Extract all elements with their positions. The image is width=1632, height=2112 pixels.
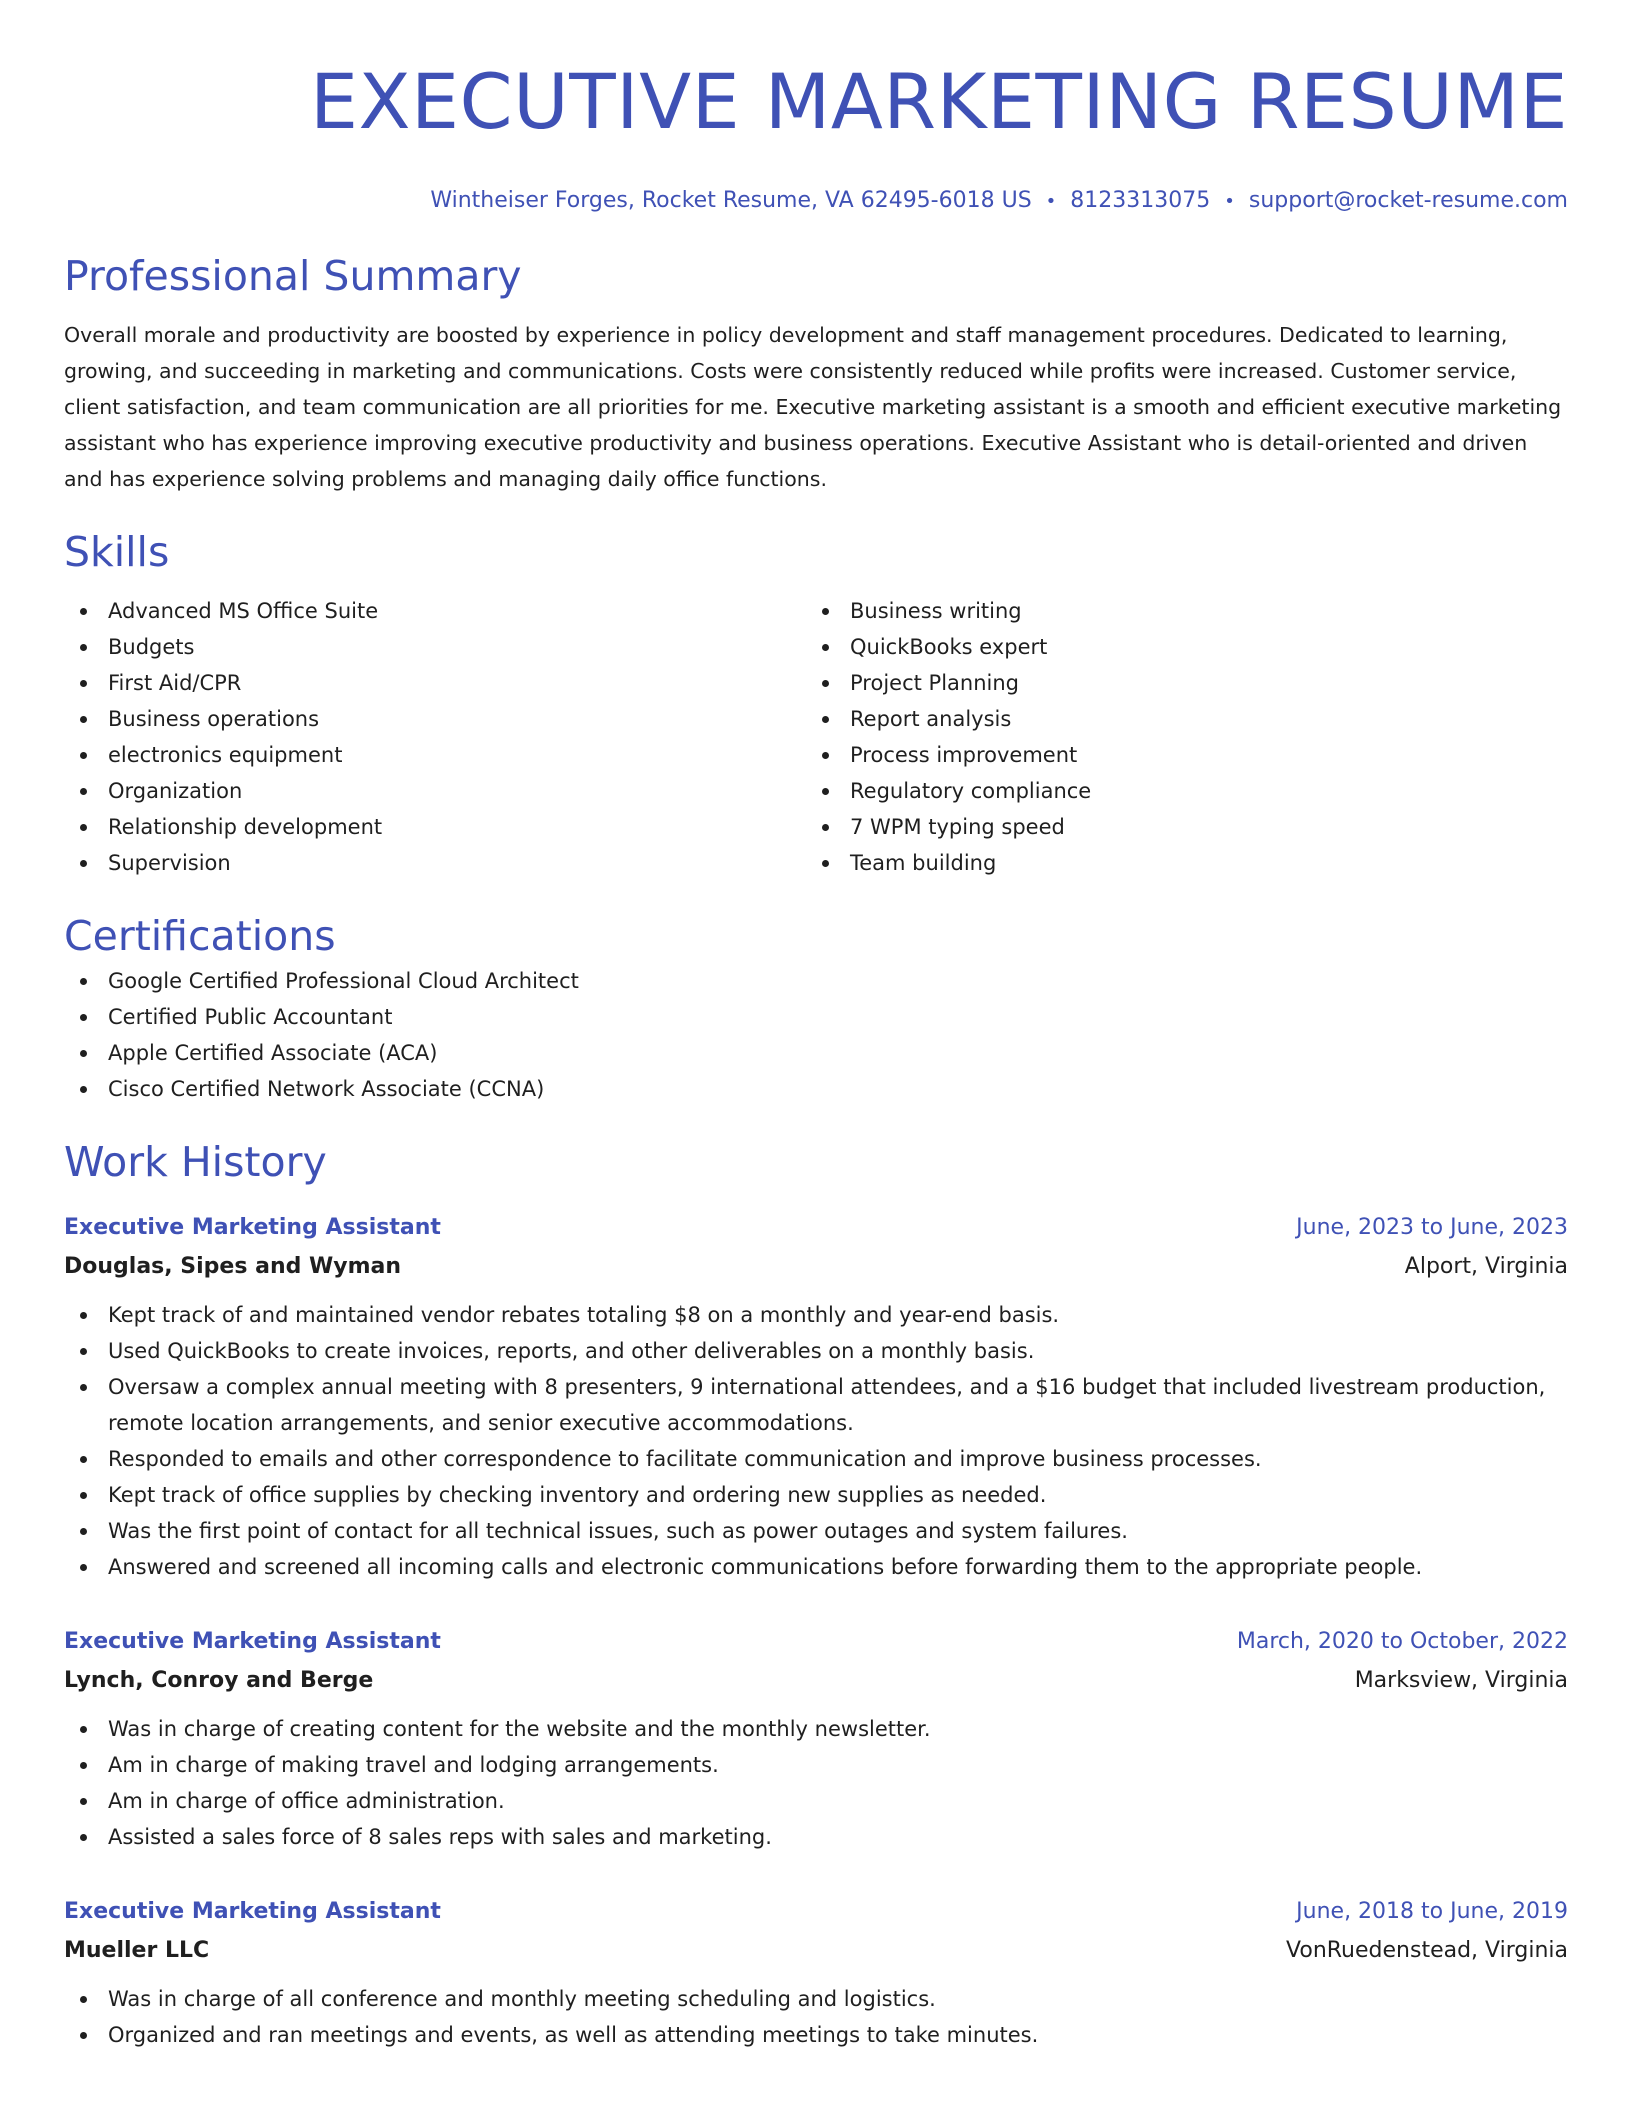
job-dates: June, 2018 to June, 2019 bbox=[1296, 1899, 1568, 1924]
summary-heading: Professional Summary bbox=[64, 252, 522, 300]
summary-text: Overall morale and productivity are boosted by experience in policy development and staff management procedures. Dedicated to learning, growing, and succeeding in marketing and communications. Costs were consistently reduced while profits were increased. Customer service, client satisfaction, and team communication are all priorities for me. Executive marketing assistant is a smooth and efficient executive marketing assistant who has experience improving executive productivity and business operations. Executive Assistant who is detail-oriented and driven and has experience solving problems and managing daily office functions. bbox=[64, 323, 1562, 491]
job-company-row bbox=[64, 1931, 1568, 1971]
job-duty: Am in charge of office administration. bbox=[64, 1783, 1568, 1819]
job-duty: Was in charge of all conference and monthly meeting scheduling and logistics. bbox=[64, 1981, 1568, 2017]
job-duty: Kept track of and maintained vendor rebates totaling $8 on a monthly and year-end basis. bbox=[64, 1297, 1568, 1333]
work-history-section bbox=[64, 1135, 1568, 2053]
job-duty: Responded to emails and other correspondence to facilitate communication and improve business processes. bbox=[64, 1441, 1568, 1477]
job-duties-list bbox=[64, 1981, 1568, 2053]
contact-email[interactable]: support@rocket-resume.com bbox=[1248, 188, 1568, 213]
job-location: Marksview, Virginia bbox=[1354, 1668, 1568, 1693]
certification-item: Apple Certified Associate (ACA) bbox=[64, 1035, 1568, 1071]
skill-item: Process improvement bbox=[806, 737, 1568, 773]
work-history-heading: Work History bbox=[64, 1138, 327, 1186]
job-title: Executive Marketing Assistant bbox=[64, 1629, 441, 1654]
skill-item: Team building bbox=[806, 845, 1568, 881]
skills-section bbox=[64, 525, 1568, 881]
summary-section bbox=[64, 249, 1568, 497]
job-company-row bbox=[64, 1247, 1568, 1287]
contact-line bbox=[64, 184, 1568, 219]
job-dates: June, 2023 to June, 2023 bbox=[1296, 1215, 1568, 1240]
job-duty: Was the first point of contact for all technical issues, such as power outages and system failures. bbox=[64, 1513, 1568, 1549]
skill-item: Project Planning bbox=[806, 665, 1568, 701]
skill-item: Business writing bbox=[806, 593, 1568, 629]
job-company: Douglas, Sipes and Wyman bbox=[64, 1254, 402, 1279]
skill-item: Advanced MS Office Suite bbox=[64, 593, 806, 629]
resume-title: EXECUTIVE MARKETING RESUME bbox=[309, 57, 1568, 146]
job-company: Lynch, Conroy and Berge bbox=[64, 1668, 374, 1693]
job-entry bbox=[64, 1623, 1568, 1855]
resume-header bbox=[64, 0, 1568, 219]
job-header-row bbox=[64, 1209, 1568, 1247]
skills-grid bbox=[64, 593, 1568, 881]
skill-item: Regulatory compliance bbox=[806, 773, 1568, 809]
certification-item: Cisco Certified Network Associate (CCNA) bbox=[64, 1071, 1568, 1107]
job-location: VonRuedenstead, Virginia bbox=[1286, 1938, 1568, 1963]
certifications-list bbox=[64, 963, 1568, 1107]
contact-separator: • bbox=[1045, 191, 1057, 212]
skill-item: Business operations bbox=[64, 701, 806, 737]
job-company: Mueller LLC bbox=[64, 1938, 210, 1963]
job-location: Alport, Virginia bbox=[1404, 1254, 1568, 1279]
job-title: Executive Marketing Assistant bbox=[64, 1899, 441, 1924]
contact-phone[interactable]: 8123313075 bbox=[1070, 188, 1211, 213]
job-title: Executive Marketing Assistant bbox=[64, 1215, 441, 1240]
certification-item: Certified Public Accountant bbox=[64, 999, 1568, 1035]
skill-item: QuickBooks expert bbox=[806, 629, 1568, 665]
job-company-row bbox=[64, 1661, 1568, 1701]
job-header-row bbox=[64, 1893, 1568, 1931]
skills-list-right bbox=[806, 593, 1568, 881]
job-header-row bbox=[64, 1623, 1568, 1661]
job-duty: Was in charge of creating content for the website and the monthly newsletter. bbox=[64, 1711, 1568, 1747]
skill-item: Report analysis bbox=[806, 701, 1568, 737]
job-duty: Kept track of office supplies by checking inventory and ordering new supplies as needed. bbox=[64, 1477, 1568, 1513]
job-duty: Organized and ran meetings and events, as well as attending meetings to take minutes. bbox=[64, 2017, 1568, 2053]
certifications-heading: Certifications bbox=[64, 912, 336, 960]
job-duties-list bbox=[64, 1297, 1568, 1585]
job-entry bbox=[64, 1209, 1568, 1585]
skill-item: 7 WPM typing speed bbox=[806, 809, 1568, 845]
job-duties-list bbox=[64, 1711, 1568, 1855]
job-duty: Assisted a sales force of 8 sales reps with sales and marketing. bbox=[64, 1819, 1568, 1855]
skill-item: Supervision bbox=[64, 845, 806, 881]
skill-item: Organization bbox=[64, 773, 806, 809]
skills-heading: Skills bbox=[64, 528, 170, 576]
job-dates: March, 2020 to October, 2022 bbox=[1236, 1629, 1568, 1654]
skill-item: First Aid/CPR bbox=[64, 665, 806, 701]
skills-list-left bbox=[64, 593, 806, 881]
job-duty: Used QuickBooks to create invoices, reports, and other deliverables on a monthly basis. bbox=[64, 1333, 1568, 1369]
certification-item: Google Certified Professional Cloud Architect bbox=[64, 963, 1568, 999]
skill-item: Relationship development bbox=[64, 809, 806, 845]
skill-item: electronics equipment bbox=[64, 737, 806, 773]
certifications-section bbox=[64, 909, 1568, 1107]
job-duty: Answered and screened all incoming calls and electronic communications before forwarding them to the appropriate people. bbox=[64, 1549, 1568, 1585]
skill-item: Budgets bbox=[64, 629, 806, 665]
job-duty: Am in charge of making travel and lodging arrangements. bbox=[64, 1747, 1568, 1783]
contact-separator: • bbox=[1224, 191, 1235, 212]
job-duty: Oversaw a complex annual meeting with 8 presenters, 9 international attendees, and a $16 budget that included livestream production, remote location arrangements, and senior executive accommodations. bbox=[64, 1369, 1568, 1441]
contact-address: Wintheiser Forges, Rocket Resume, VA 62495-6018 US bbox=[430, 188, 1032, 213]
job-entry bbox=[64, 1893, 1568, 2053]
